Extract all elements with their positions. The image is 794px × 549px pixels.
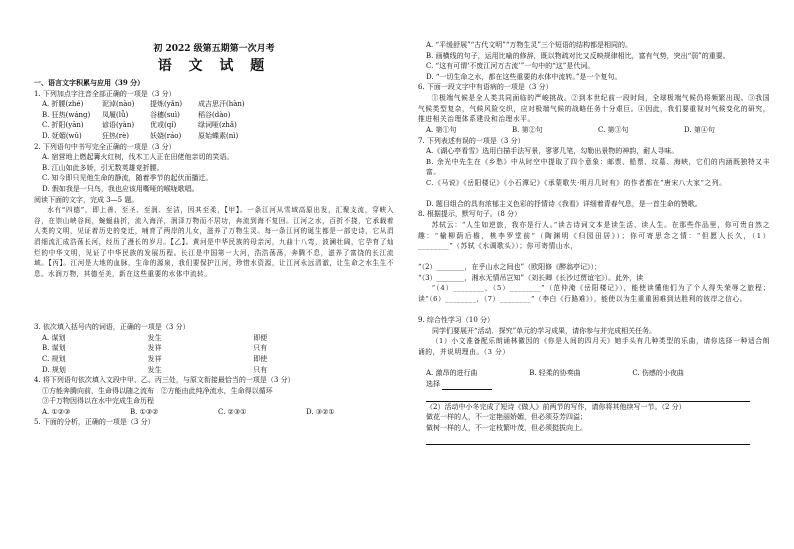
option-cell: 稻谷(dào) <box>198 110 231 119</box>
item: ①方能奔腾向前，生命得以随之流布 <box>42 386 154 395</box>
question-3 <box>34 322 394 375</box>
poem-line: 做树一样的人，不一定枝繁叶茂，但必须挺拔向上。 <box>426 423 587 432</box>
option-cell: 泥淖(nào) <box>102 100 135 109</box>
choose-line <box>418 379 770 390</box>
option: D. 题目组合的具有浓郁主义色彩的抒情诗《我看》详细着青春气息，是一首生命的赞歌。 <box>426 199 702 208</box>
option-cell: 发生 <box>147 333 162 342</box>
option-cell: D. 规划 <box>42 365 66 374</box>
option-cell: C. ②③① <box>218 407 247 416</box>
answer-line[interactable] <box>426 390 750 402</box>
reading-intro: 阅读下面的文字，完成 3—5 题。 <box>34 195 139 204</box>
answer-line[interactable] <box>426 433 750 445</box>
option-cell: B. ①③② <box>130 407 159 416</box>
question-stem: 8. 根据提示，默写句子。（8 分） <box>418 210 522 219</box>
option-cell: 只有 <box>253 344 268 353</box>
option: C. 知今即只见他生命的静流，随着季节的起伏而播迁。 <box>42 174 213 183</box>
option-cell: 发生 <box>147 365 162 374</box>
paper-title: 语 文 试 题 <box>157 58 271 74</box>
item: ③千万物因得以在水中完成生命历程 <box>42 397 154 406</box>
option-cell: 狂热(rè) <box>102 131 129 140</box>
fill-line: 苏轼云：“人生如逆旅，我亦是行人。”读古诗词文本是读生活、读人生。在那些作品里，你可贵自然之趣：“榆柳荫后檐，桃李罗堂前”（陶渊明《归园田居》）；你可寄思念之情：“但愿人长久，（1）________”（苏轼《水调歌头》）；你可寄情山水， <box>418 220 770 251</box>
option-row <box>418 125 770 136</box>
option-cell: D. 第④句 <box>684 125 715 134</box>
option-cell: D. 妩媚(wǔ) <box>42 131 82 140</box>
section-heading: 一、语言文字积累与应用（39 分） <box>34 78 145 87</box>
answer-blank[interactable] <box>442 381 492 390</box>
question-2 <box>34 142 394 195</box>
option-row <box>34 365 394 376</box>
option-row <box>34 131 394 142</box>
sub-question: （1）小文准备配乐朗诵林徽因的《你是人间的四月天》她手头有几种类型的乐曲，请你选择一种适合朗诵的，并说明理由。（3 分） <box>418 337 770 356</box>
question-4 <box>34 375 394 417</box>
option-cell: 发祥 <box>147 354 162 363</box>
top-spacer <box>418 0 770 40</box>
task-intro: 同学们要展开“活动．探究”单元的学习成果，请你参与并完成相关任务。 <box>432 326 657 335</box>
option: D. “一切生命之水，都在这些重要的水体中流转。”是一个复句。 <box>426 72 622 81</box>
option: A.《湖心亭看雪》选用白描手法写景，寥寥几笔，勾勒出景物的神韵，耐人寻味。 <box>426 147 679 156</box>
option-cell: 原始蝶素(nì) <box>198 131 239 140</box>
question-5-options <box>418 40 770 82</box>
option-cell: B. 谋划 <box>42 344 66 353</box>
exam-title: 初 2022 级第五期第一次月考 <box>153 44 275 54</box>
option-row <box>34 99 394 110</box>
question-1 <box>34 89 394 142</box>
option-row <box>34 354 394 365</box>
item: ②方能由此纯净流水，生命得以循环 <box>160 386 273 395</box>
reading-passage: 水有“四德”，即上善、至圣、至润、至洁，因其至柔，【甲】。一条江河从雪域高原出发，汇聚支流，穿峡入谷，在崇山峡谷间，蜿蜒曲折，流入海洋，润泽万物而不居功，奔流到海不复回。江河之水，百折不挠，它承载着人类的文明，见证着历史的变迁，哺育了两岸的儿女，滋养了万物生灵。每一条江河的诞生都是一部史诗，它从涓涓细流汇成浩荡长河，经历了漫长的岁月。【乙】。黄河是中华民族的母亲河，九曲十八弯，波澜壮阔，它孕育了灿烂的中华文明，见证了中华民族的发展历程。长江是中国第一大河，浩浩荡荡，奔腾不息，滋养了富饶的长江流域。【丙】。江河是大地的血脉，生命的源泉，我们要保护江河，珍惜水资源，让江河永远清澈，让生命之水生生不息。水润万物，其德至美，新在这些重要的水体中流转。 <box>34 206 394 278</box>
option-row <box>34 120 394 131</box>
option-cell: 妖娆(ráo) <box>150 131 182 140</box>
option: B. 江山如此多娇，引无数英雄竞折腰。 <box>42 163 164 172</box>
question-stem: 6. 下面一段文字中有语病的一项是（3 分） <box>418 83 553 92</box>
option-cell: 绿词哑(zhǎ) <box>198 121 237 130</box>
question-stem: 1. 下列加点字注音全部正确的一项是（3 分） <box>34 89 176 98</box>
option: D. 假如我是一只鸟，我也应该用嘶哑的喉咙歌唱。 <box>42 184 199 193</box>
question-stem: 5. 下面的分析，正确的一项是（3 分） <box>34 418 155 427</box>
option-cell: B. 第②句 <box>512 125 543 134</box>
fill-line: “（3）________，湘水无情吊岂知”（刘长卿《长沙过贾谊宅》）。此外，读 <box>418 273 644 282</box>
question-stem: 4. 将下列语句依次填入文段中甲、乙、丙三处，与原文衔接最恰当的一项是（3 分） <box>34 376 295 385</box>
question-text: ①极端气候是全人类共同面临的严峻挑战。②到本世纪前一段时间，全球极端气候仍将频繁出现。③我国气候类型复杂，气候风险交织，应对极端气候的战略任务十分艰巨。④因此，我们要重视对气候变化的研究，推进相关治理体系建设和治理水平。 <box>418 93 770 124</box>
choose-label: 选择 <box>426 379 440 388</box>
option-row <box>34 333 394 344</box>
question-stem: 3. 依次填入括号内的词语，正确的一项是（3 分） <box>34 323 190 332</box>
option-cell: 优或(qí) <box>150 121 177 130</box>
music-option: A. 激昂的进行曲 <box>426 369 478 378</box>
left-column <box>34 0 394 549</box>
option-row <box>34 110 394 121</box>
option-cell: B. 狂热(wáng) <box>42 110 91 119</box>
option-cell: 即便 <box>253 333 268 342</box>
option: A. “平缓舒展”“古代文明”“万物生灵”三个短语的结构都是相同的。 <box>426 41 632 49</box>
question-stem: 7. 下列表述有误的一项是（3 分） <box>418 136 525 145</box>
option-cell: 提炼(yǎn) <box>150 100 183 109</box>
question-7 <box>418 136 770 210</box>
music-option: B. 轻柔的协奏曲 <box>529 369 581 378</box>
option-cell: 只有 <box>253 365 268 374</box>
question-stem: 9. 综合性学习（10 分） <box>418 316 495 325</box>
music-option: C. 伤感的小夜曲 <box>632 369 684 378</box>
right-column <box>418 0 770 549</box>
option-cell: A. 谋划 <box>42 333 66 342</box>
option: A. 宿营地上燃起篝火红树，伐木工人正在田佬他亲切的笑语。 <box>42 153 234 162</box>
option-cell: A. 第①句 <box>426 125 457 134</box>
fill-line: “（2）________，在乎山水之间也”（欧阳修《醉翁亭记》）； <box>418 262 602 271</box>
question-8 <box>418 209 770 315</box>
option-cell: C. 第③句 <box>598 125 629 134</box>
fill-line: “（4）________，（5）________”（范仲淹《岳阳楼记》），能使读懂他们为了个人得失荣辱之旅程；读“（6）________，（7）________”（李白《行路难》），能使以为生重重困难到达胜利的彼岸之信心。 <box>418 284 770 303</box>
option: B. 画横线的句子，运用比喻的修辞，既以物疏对比又反映规律相比，富有气势，突出“弱”的重要。 <box>426 51 730 60</box>
option-cell: 发祥 <box>147 344 162 353</box>
option-cell: 凤履(lǚ) <box>102 110 129 119</box>
item-line <box>34 386 394 397</box>
option-cell: 成吉思汗(hàn) <box>198 100 245 109</box>
poem-line: 做花一样的人，不一定艳丽娇媚，但必须芬芳四溢； <box>426 413 587 422</box>
music-options <box>418 368 770 379</box>
option-cell: A. 折腰(zhé) <box>42 100 84 109</box>
option-cell: C. 规划 <box>42 354 66 363</box>
option: B. 余光中先生在《乡愁》中从时空中提取了四个意象：邮票、船票、坟墓、海峡，它们的内涵既独特又丰富。 <box>426 157 770 177</box>
option-cell: A. ①②③ <box>42 407 71 416</box>
option-cell: C. 折阳(yān) <box>42 121 84 130</box>
option-cell: 谚语(yàn) <box>102 121 135 130</box>
option-row <box>34 407 394 418</box>
option-cell: D. ③②① <box>306 407 335 416</box>
option-row <box>34 343 394 354</box>
option-cell: 即使 <box>253 354 268 363</box>
sub-question: （2）活动中小冬完成了短诗《做人》前两节的写作，请你将其他续写一节。（2 分） <box>426 402 686 411</box>
option: C.《马说》《岳阳楼记》《小石潭记》《承蒙歌失·明月几时有》的作者都在“唐宋八大家”之列。 <box>426 178 727 187</box>
question-stem: 2. 下列语句中书写完全正确的一项是（3 分） <box>34 142 176 151</box>
question-6 <box>418 82 770 135</box>
option-cell: 谷穗(suì) <box>150 110 180 119</box>
option: C. “这有可谓‘不废江河万古流’”一句中的“这”是代词。 <box>426 62 595 71</box>
question-9 <box>418 315 770 445</box>
